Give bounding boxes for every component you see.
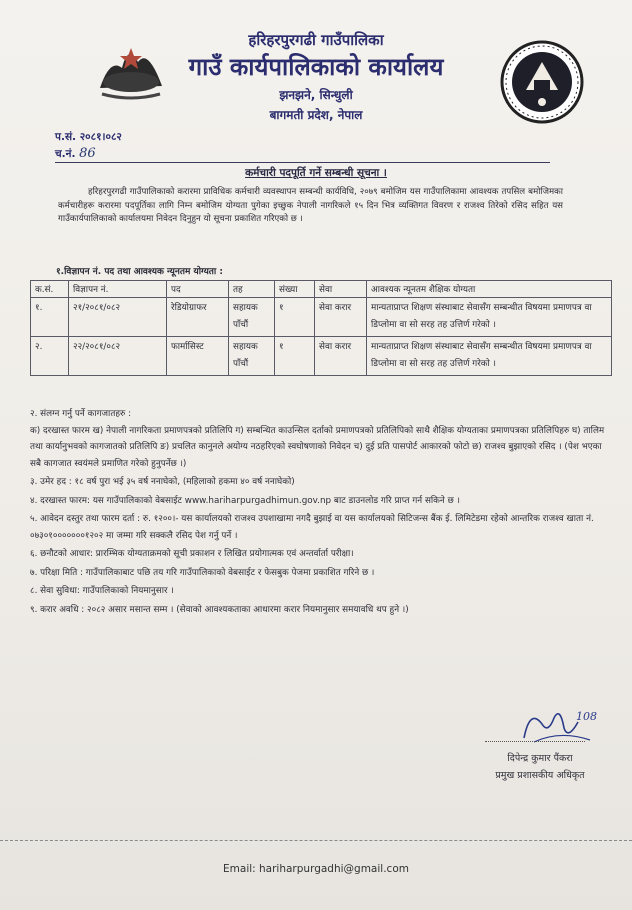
cell-ad-no: २२/२०८१/०८२ <box>69 337 167 376</box>
intro-paragraph <box>58 186 563 227</box>
section4-application-form: ४. दरखास्त फारम: यस गाउँपालिकाको वेबसाईट www.hariharpurgadhimun.gov.np बाट डाउनलोड गरि प्राप्त गर्न सकिने छ । <box>30 495 460 506</box>
header-qualification: आवश्यक न्यूनतम शैक्षिक योग्यता <box>367 281 612 298</box>
dispatch-number <box>55 146 96 161</box>
cell-post: रेडियोग्राफर <box>167 298 229 337</box>
intro-text: हरिहरपुरगढी गाउँपालिकाको करारमा प्राविधिक कर्मचारी व्यवस्थापन सम्बन्धी कार्यविधि, २०७९ बमोजिम यस गाउँपालिकामा आवश्यक तपसिल बमोजिमका कर्मचारीहरू करारमा पदपूर्तिका लागि निम्न बमोजिम योग्यता पुगेका इच्छुक नेपाली नागरिकले १५ दिन भित्र व्यक्तिगत विवरण र राजश्व तिरेको रसिद सहित यस गाउँकार्यपालिकाको कार्यालयमा निवेदन दिनुहुन यो सूचना प्रकाशित गरिएको छ । <box>58 187 563 224</box>
signature-mark <box>520 700 600 750</box>
office-name: गाउँ कार्यपालिकाको कार्यालय <box>188 53 444 81</box>
notice-title: कर्मचारी पदपूर्ति गर्ने सम्बन्धी सूचना । <box>245 167 387 179</box>
section2-body: क) दरखास्त फारम ख) नेपाली नागरिकता प्रमाणपत्रको प्रतिलिपि ग) सम्बन्धित काउन्सिल दर्ताको प्रमाणपत्रको प्रतिलिपिको साथै शैक्षिक योग्यताका प्रमाणपत्रका प्रतिलिपिहरु घ) तालिम तथा कार्यानुभवको कागजातको प्रतिलिपि ङ) प्रचलित कानुनले अयोग्य नठहरिएको स्वघोषणाको निवेदन च) दुई प्रति पासपोर्ट आकारको फोटो छ) राजश्व बुझाएको रसिद । (पेश भएका सबै कागजात स्वयंमले प्रमाणित गरेको हुनुपर्नेछ ।) <box>30 425 605 469</box>
municipality-seal-icon <box>500 40 584 124</box>
table-row <box>31 298 612 337</box>
cell-qualification: मान्यताप्राप्त शिक्षण संस्थाबाट सेवासँग सम्बन्धीत विषयमा प्रमाणपत्र वा डिप्लोमा वा सो सरह तह उत्तिर्ण गरेको । <box>367 337 612 376</box>
signature-line <box>485 741 585 742</box>
footer-email: Email: hariharpurgadhi@gmail.com <box>223 863 409 875</box>
cell-ad-no: २१/२०८१/०८२ <box>69 298 167 337</box>
office-location: झनझने, सिन्धुली <box>279 88 353 102</box>
section7-exam-date: ७. परिक्षा मिति : गाउँपालिकाबाट पछि तय गरि गाउँपालिकाको वेबसाईट र फेसबुक पेजमा प्रकाशित गरिने छ । <box>30 567 375 578</box>
section6-selection: ६. छनौटको आधार: प्रारम्भिक योग्यताक्रमको सूची प्रकाशन र लिखित प्रयोगात्मक एवं अन्तर्वार्ता परीक्षा। <box>30 549 354 559</box>
signature-handwritten-number: 108 <box>576 710 597 723</box>
section5-fee: ५. आवेदन दस्तुर तथा फारम दर्ता : रु. १२००।- यस कार्यालयको राजश्व उपशाखामा नगदै बुझाई वा यस कार्यालयको सिटिजन्स बैंक ई. लिमिटेडमा रहेको आन्तरिक राजश्व खाता नं. ०७३०१०००००००१२०२ मा जम्मा गरि सक्कलै रसिद पेश गर्नु पर्ने । <box>30 514 594 541</box>
header-service: सेवा <box>315 281 367 298</box>
cell-sn: २. <box>31 337 69 376</box>
office-province: बागमती प्रदेश, नेपाल <box>269 108 363 122</box>
vacancy-table <box>30 280 612 376</box>
footer-divider <box>0 840 632 841</box>
header-sn: क.सं. <box>31 281 69 298</box>
dispatch-value: 86 <box>79 146 96 161</box>
cell-sn: १. <box>31 298 69 337</box>
cell-qualification: मान्यताप्राप्त शिक्षण संस्थाबाट सेवासँग सम्बन्धीत विषयमा प्रमाणपत्र वा डिप्लोमा वा सो सरह तह उत्तिर्ण गरेको । <box>367 298 612 337</box>
section9-contract-period: ९. करार अवधि : २०८२ असार मसान्त सम्म । (सेवाको आवश्यकताका आधारमा करार नियमानुसार समयावधि थप हुने ।) <box>30 604 409 615</box>
header-level: तह <box>229 281 275 298</box>
table-header-row <box>31 281 612 298</box>
signer-designation: प्रमुख प्रशासकीय अधिकृत <box>495 770 585 781</box>
municipality-name: हरिहरपुरगढी गाउँपालिका <box>248 31 384 49</box>
section1-heading: १.विज्ञापन नं. पद तथा आवश्यक न्यूनतम योग्यता : <box>56 267 223 277</box>
cell-service: सेवा करार <box>315 337 367 376</box>
section2-heading: २. संलग्न गर्नु पर्ने कागजातहरु : <box>30 409 132 419</box>
cell-level: सहायक पाँचौं <box>229 337 275 376</box>
cell-count: १ <box>275 337 315 376</box>
section3-age-limit: ३. उमेर हद : १८ वर्ष पुरा भई ३५ वर्ष ननाघेको, (महिलाको हकमा ४० वर्ष ननाघेको) <box>30 477 295 487</box>
dispatch-label: च.नं. <box>55 148 76 160</box>
table-row <box>31 337 612 376</box>
cell-count: १ <box>275 298 315 337</box>
cell-level: सहायक पाँचौं <box>229 298 275 337</box>
cell-service: सेवा करार <box>315 298 367 337</box>
signer-block <box>485 750 595 784</box>
cell-post: फार्मासिस्ट <box>167 337 229 376</box>
fiscal-year: प.सं. २०८१।०८२ <box>55 131 122 143</box>
header-post: पद <box>167 281 229 298</box>
header-divider <box>55 162 550 163</box>
section8-benefits: ८. सेवा सुविधा: गाउँपालिकाको नियमानुसार । <box>30 586 174 596</box>
header-count: संख्या <box>275 281 315 298</box>
notice-body <box>30 406 612 618</box>
signer-name: दिपेन्द्र कुमार पैंकरा <box>507 753 573 764</box>
header-ad-no: विज्ञापन नं. <box>69 281 167 298</box>
